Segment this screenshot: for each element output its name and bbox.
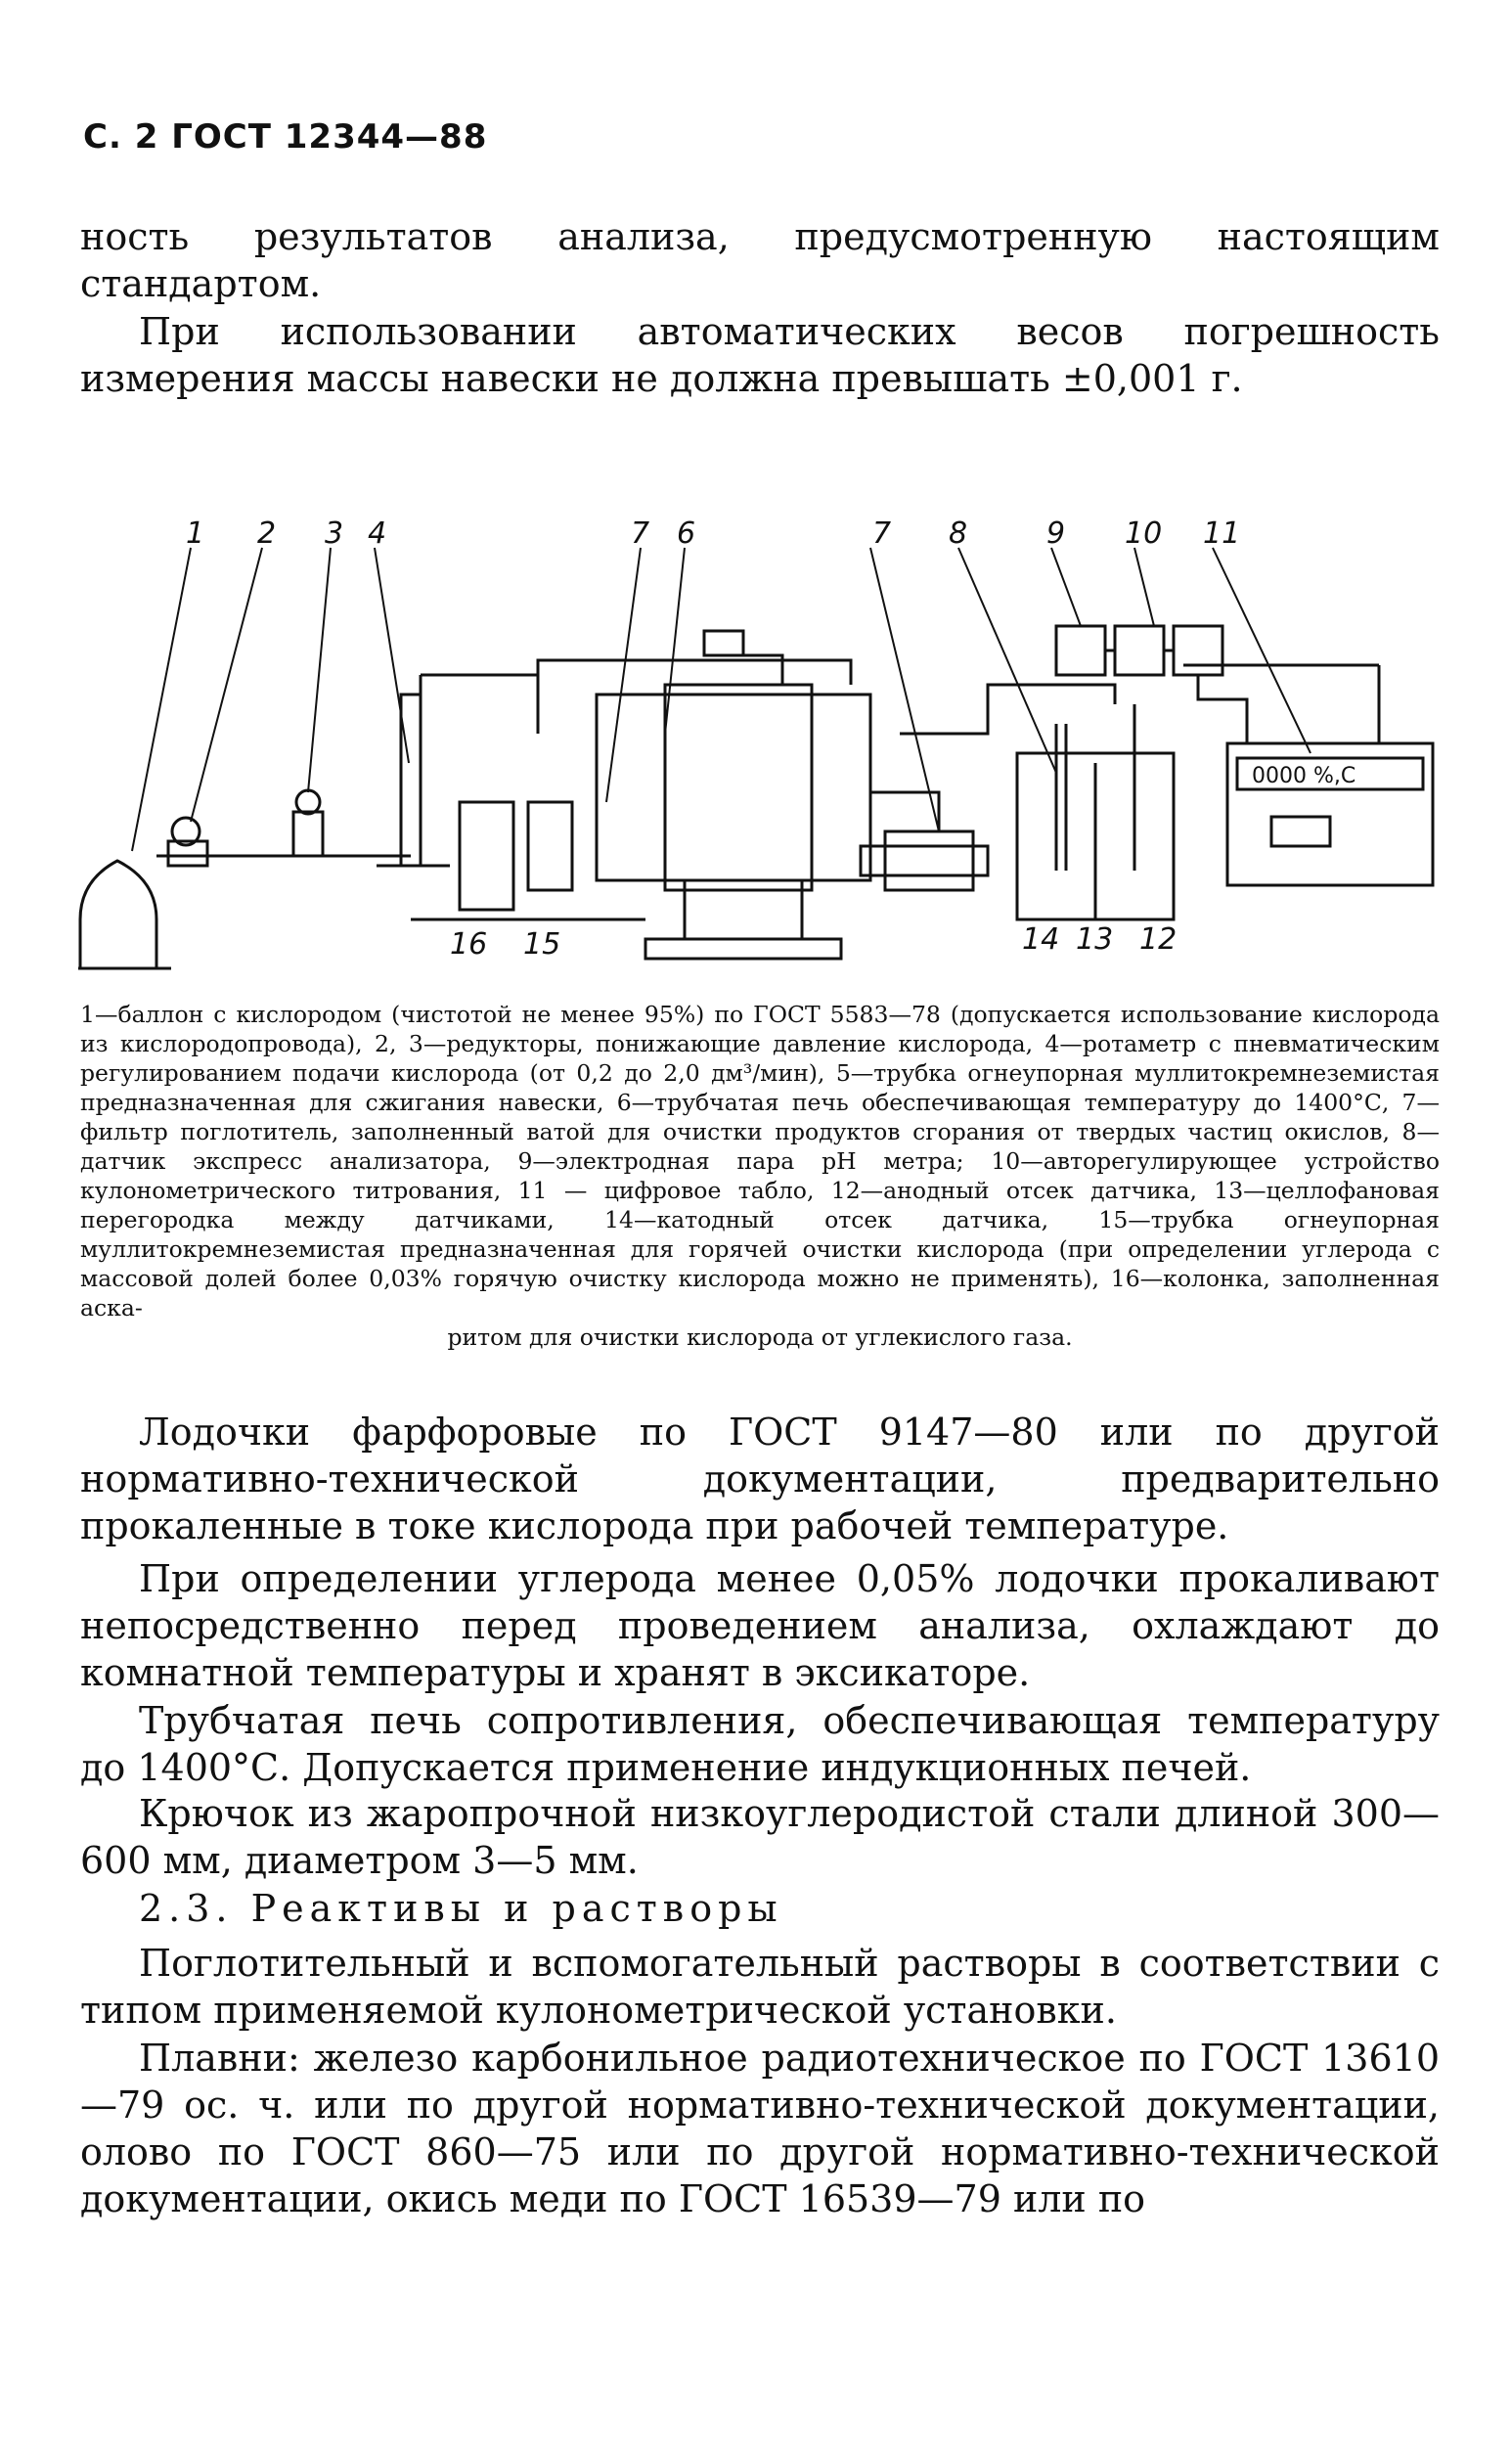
label-1: 1: [186, 516, 205, 551]
label-8: 8: [949, 516, 968, 551]
filter-7: [885, 831, 973, 890]
label-12: 12: [1139, 922, 1178, 957]
label-2: 2: [257, 516, 277, 551]
electrode-block-9: [1056, 626, 1105, 675]
paragraph-furnace: Трубчатая печь сопротивления, обеспечивающая температуру до 1400°С. Допускается применение индукционных печей.: [80, 1699, 1440, 1789]
furnace: [597, 694, 870, 880]
label-15: 15: [523, 927, 561, 962]
rotameter: [401, 694, 421, 866]
label-10: 10: [1125, 516, 1163, 551]
paragraph-calcination: При определении углерода менее 0,05% лодочки прокаливают непосредственно перед проведением анализа, охлаждают до комнатной температуры и хранят в эксикаторе.: [80, 1557, 1440, 1694]
paragraph-continuation: ность результатов анализа, предусмотренную настоящим стандартом.: [80, 215, 1440, 305]
paragraph-scales: При использовании автоматических весов погрешность измерения массы навески не должна превышать ±0,001 г.: [80, 310, 1440, 400]
label-16: 16: [450, 927, 488, 962]
label-3: 3: [325, 516, 344, 551]
balance-icon: [704, 631, 743, 655]
apparatus-diagram: [78, 509, 1447, 978]
reducer-3: [293, 812, 323, 856]
page-header: С. 2 ГОСТ 12344—88: [83, 117, 488, 157]
paragraph-hook: Крючок из жаропрочной низкоуглеродистой стали длиной 300—600 мм, диаметром 3—5 мм.: [80, 1792, 1440, 1882]
oxygen-cylinder: [80, 861, 156, 968]
label-13: 13: [1076, 922, 1114, 957]
paragraph-fluxes: Плавни: железо карбонильное радиотехническое по ГОСТ 13610—79 ос. ч. или по другой нормативно-технической документации, олово по ГОСТ 860—75 или по другой нормативно-технической документации, окись меди по ГОСТ 16539—79 или по: [80, 2037, 1440, 2220]
column-16: [460, 802, 513, 910]
paragraph-solutions: Поглотительный и вспомогательный растворы в соответствии с типом применяемой кулонометрической установки.: [80, 1942, 1440, 2032]
label-7a: 7: [631, 516, 650, 551]
figure-caption: 1—баллон с кислородом (чистотой не менее 95%) по ГОСТ 5583—78 (допускается использование кислорода из кислородопровода), 2, 3—редукторы, понижающие давление кислорода, 4—ротаметр с пневматическим регулированием подачи кислорода (от 0,2 до 2,0 дм³/мин), 5—трубка огнеупорная муллитокремнеземистая предназначенная для сжигания навески, 6—трубчатая печь обеспечивающая температуру до 1400°С, 7—фильтр поглотитель, заполненный ватой для очистки продуктов сгорания от твердых частиц окислов, 8—датчик экспресс анализатора, 9—электродная пара pH метра; 10—авторегулирующее устройство кулонометрического титрования, 11 — цифровое табло, 12—анодный отсек датчика, 13—целлофановая перегородка между датчиками, 14—катодный отсек датчика, 15—трубка огнеупорная муллитокремнеземистая предназначенная для горячей очистки кислорода (при определении углерода с массовой долей более 0,03% горячую очистку кислорода можно не применять), 16—колонка, заполненная аска- ритом для очистки кислорода от углекислого газа.: [80, 1001, 1440, 1351]
display-readout: 0000 %,С: [1252, 764, 1356, 788]
label-11: 11: [1203, 516, 1241, 551]
label-4: 4: [368, 516, 387, 551]
label-14: 14: [1022, 922, 1060, 957]
paragraph-boats: Лодочки фарфоровые по ГОСТ 9147—80 или по другой нормативно-технической документации, предварительно прокаленные в токе кислорода при рабочей температуре.: [80, 1411, 1440, 1547]
section-heading: 2.3. Реактивы и растворы: [139, 1887, 783, 1930]
label-6: 6: [677, 516, 696, 551]
label-7b: 7: [872, 516, 892, 551]
regulator-10: [1115, 626, 1164, 675]
tube-15: [528, 802, 572, 890]
label-9: 9: [1046, 516, 1066, 551]
